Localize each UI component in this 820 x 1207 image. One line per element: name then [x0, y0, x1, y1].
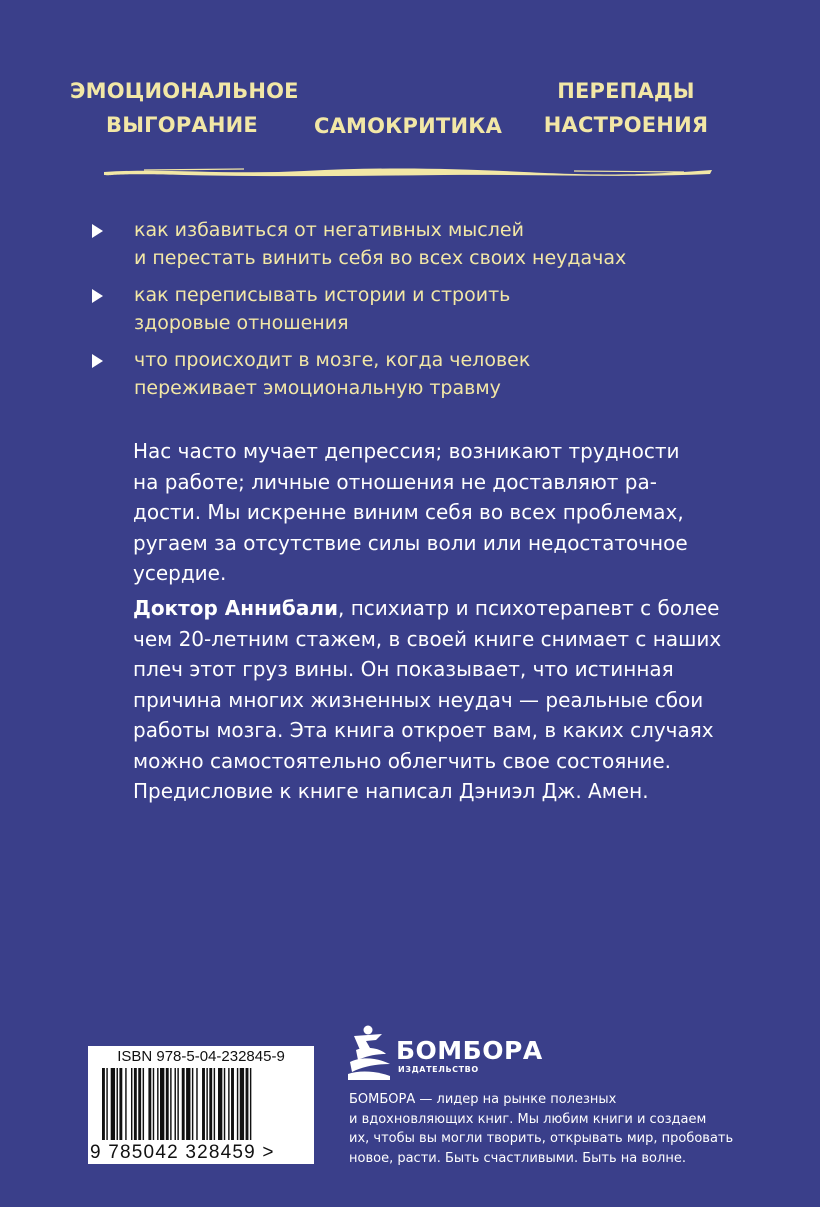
tag-line: ЭМОЦИОНАЛЬНОЕ [70, 79, 299, 103]
surfer-wave-icon [346, 1024, 392, 1080]
text-line: и вдохновляющих книг. Мы любим книги и создаем [349, 1111, 707, 1127]
list-item [86, 281, 726, 337]
tag-emotional-burnout [70, 74, 299, 142]
triangle-bullet-icon [92, 224, 103, 238]
description-paragraph-1 [133, 436, 723, 589]
bullet-line: здоровые отношения [134, 312, 349, 334]
bullet-line: как избавиться от негативных мыслей [134, 219, 524, 241]
triangle-bullet-icon [92, 289, 103, 303]
text-line: причина многих жизненных неудач — реальные сбои [133, 687, 704, 712]
list-item [86, 346, 726, 402]
publisher-subtitle: ИЗДАТЕЛЬСТВО [398, 1065, 479, 1074]
text-fragment: , психиатр и психотерапевт с более [338, 596, 720, 620]
text-line: новое, расти. Быть счастливыми. Быть на волне. [349, 1150, 686, 1166]
tag-line: САМОКРИТИКА [313, 114, 503, 138]
triangle-bullet-icon [92, 354, 103, 368]
publisher-about [349, 1090, 769, 1168]
text-line: работы мозга. Эта книга откроет вам, в каких случаях [133, 718, 714, 742]
text-line: на работе; личные отношения не доставляют ра- [133, 469, 657, 494]
author-name: Доктор Аннибали [133, 596, 338, 620]
barcode-digits: 9 785042 328459 > [90, 1142, 275, 1163]
bullet-line: что происходит в мозге, когда человек [134, 349, 531, 371]
topic-tags [0, 0, 820, 200]
text-line [133, 593, 723, 624]
tag-line: ПЕРЕПАДЫ [557, 79, 695, 103]
list-item [86, 216, 726, 272]
text-line: их, чтобы вы могли творить, открывать мир, пробовать [349, 1131, 734, 1146]
text-line: Предисловие к книге написал Дэниэл Дж. Амен. [133, 779, 649, 803]
description-paragraph-2 [133, 593, 723, 807]
text-line: ругаем за отсутствие силы воли или недостаточное [133, 530, 688, 555]
bullet-line: переживает эмоциональную травму [134, 377, 501, 399]
tag-line: НАСТРОЕНИЯ [543, 113, 709, 137]
text-line: дости. Мы искренне виним себя во всех проблемах, [133, 500, 684, 524]
publisher-logo [346, 1024, 543, 1084]
tag-line: ВЫГОРАНИЕ [106, 113, 258, 137]
text-line: чем 20-летним стажем, в своей книге снимает с наших [133, 626, 722, 651]
tag-self-criticism [310, 109, 506, 143]
bullet-line: как переписывать истории и строить [134, 284, 511, 306]
text-line: плеч этот груз вины. Он показывает, что истинная [133, 657, 674, 681]
barcode-bars [102, 1068, 300, 1144]
brush-stroke-divider [104, 165, 712, 179]
text-line: Нас часто мучает депрессия; возникают трудности [133, 439, 680, 463]
publisher-name: БОМБОРА [396, 1036, 543, 1065]
bullet-line: и перестать винить себя во всех своих неудачах [134, 247, 627, 269]
text-line: можно самостоятельно облегчить свое состояние. [133, 748, 672, 773]
tag-mood-swings [540, 74, 712, 142]
text-line: БОМБОРА — лидер на рынке полезных [349, 1092, 617, 1107]
isbn-barcode [88, 1046, 314, 1164]
benefits-list [86, 216, 726, 411]
isbn-number: ISBN 978-5-04-232845-9 [117, 1048, 285, 1065]
text-line: усердие. [133, 561, 227, 585]
